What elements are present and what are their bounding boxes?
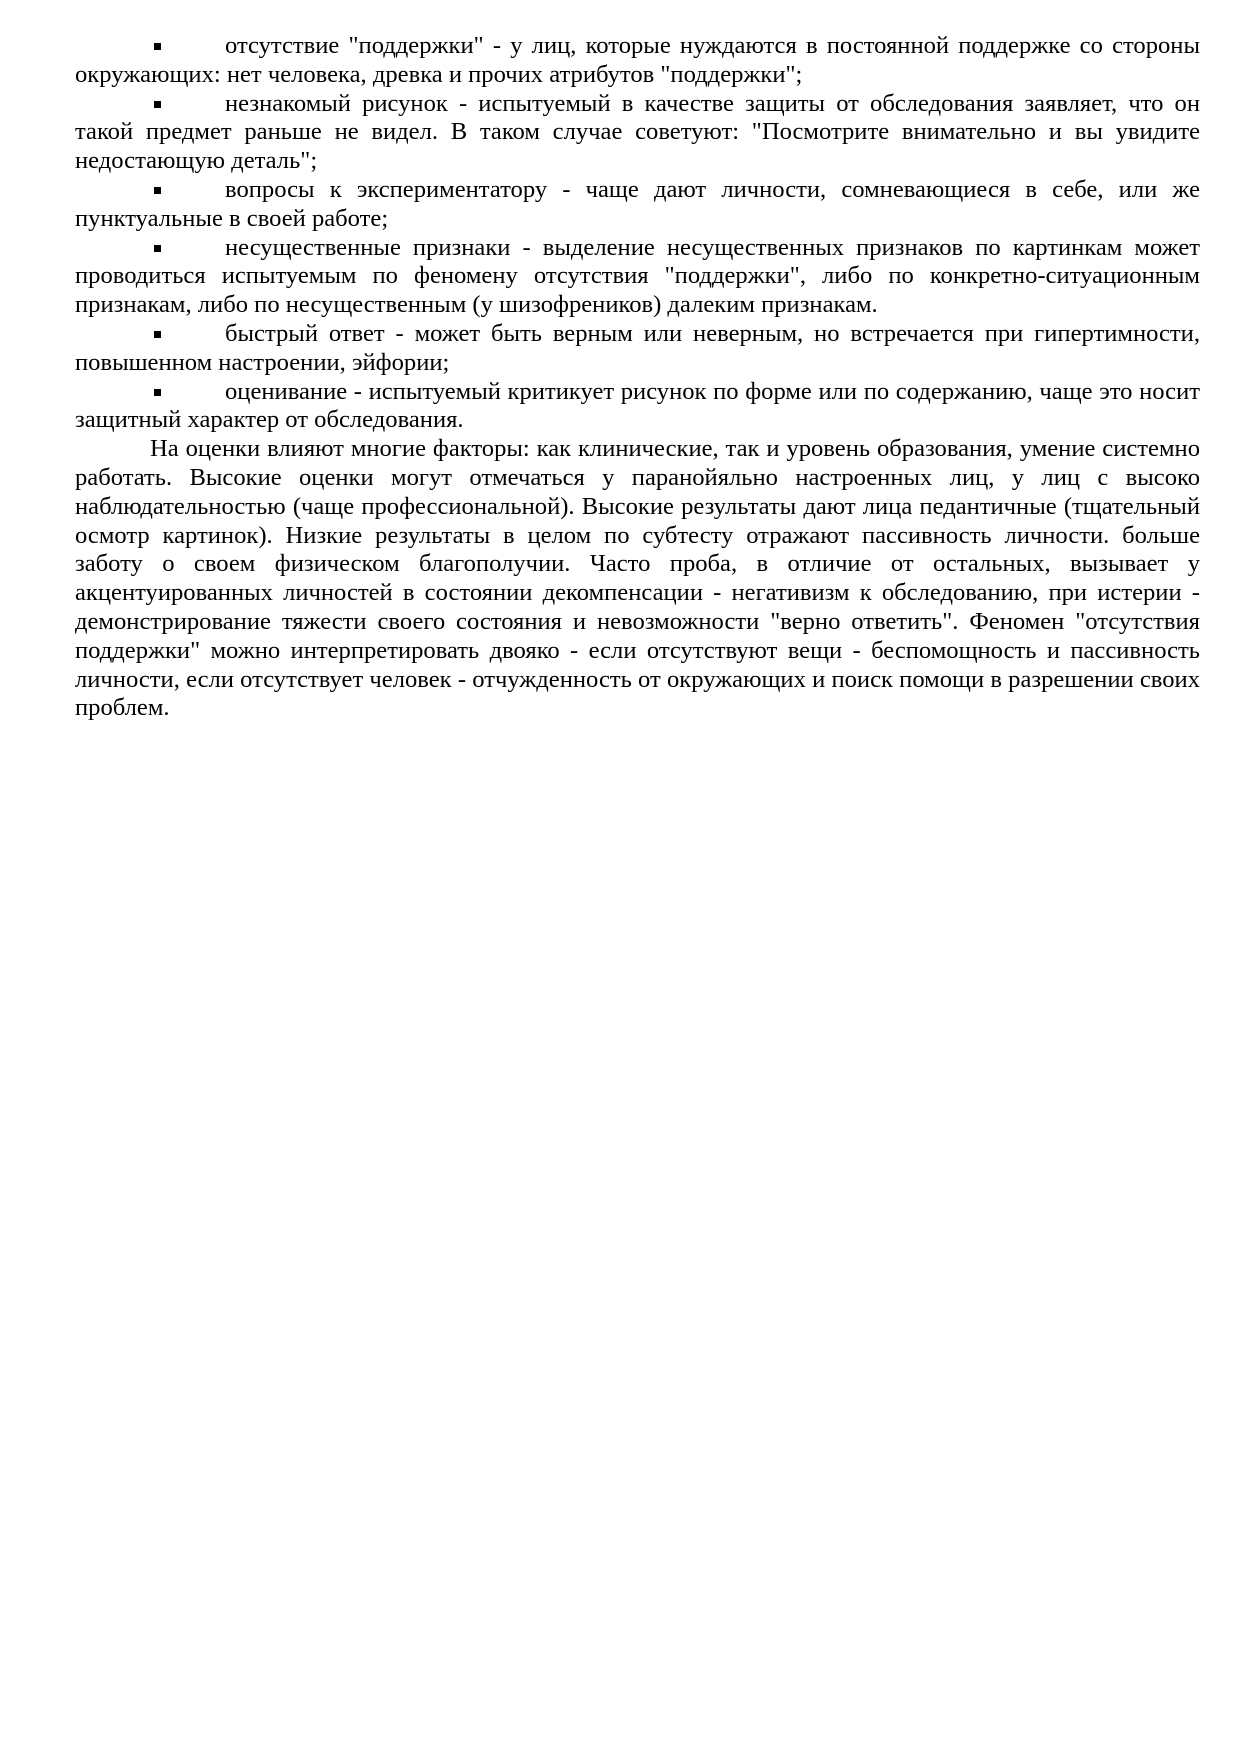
bullet-icon: [154, 90, 225, 119]
list-item: [75, 378, 1200, 436]
bullet-icon: [154, 378, 225, 407]
bullet-icon: [154, 234, 225, 263]
list-item-text: отсутствие "поддержки" - у лиц, которые нуждаются в постоянной поддержке со стороны окружающих: нет человека, древка и прочих атрибутов "поддержки";: [75, 32, 1200, 88]
list-item: [75, 234, 1200, 320]
list-item-text: быстрый ответ - может быть верным или неверным, но встречается при гипертимности, повышенном настроении, эйфории;: [75, 319, 1200, 376]
list-item-text: несущественные признаки - выделение несущественных признаков по картинкам может проводиться испытуемым по феномену отсутствия "поддержки", либо по конкретно-ситуационным признакам, либо по несущественным (у шизофреников) далеким признакам.: [75, 233, 1200, 319]
list-item-text: незнакомый рисунок - испытуемый в качестве защиты от обследования заявляет, что он такой предмет раньше не видел. В таком случае советуют: "Посмотрите внимательно и вы увидите недостающую деталь";: [75, 89, 1200, 175]
list-item: [75, 320, 1200, 378]
list-item: [75, 176, 1200, 234]
body-paragraph: На оценки влияют многие факторы: как клинические, так и уровень образования, умение системно работать. Высокие оценки могут отмечаться у паранойяльно настроенных лиц, у лиц с высоко наблюдательностью (чаще профессиональной). Высокие результаты дают лица педантичные (тщательный осмотр картинок). Низкие результаты в целом по субтесту отражают пассивность личности. больше заботу о своем физическом благополучии. Часто проба, в отличие от остальных, вызывает у акцентуированных личностей в состоянии декомпенсации - негативизм к обследованию, при истерии - демонстрирование тяжести своего состояния и невозможности "верно ответить". Феномен "отсутствия поддержки" можно интерпретировать двояко - если отсутствуют вещи - беспомощность и пассивность личности, если отсутствует человек - отчужденность от окружающих и поиск помощи в разрешении своих проблем.: [75, 435, 1200, 722]
list-item: [75, 32, 1200, 90]
list-item-text: вопросы к экспериментатору - чаще дают личности, сомневающиеся в себе, или же пунктуальные в своей работе;: [75, 175, 1200, 232]
list-item: [75, 90, 1200, 176]
bullet-icon: [154, 176, 225, 205]
list-item-text: оценивание - испытуемый критикует рисунок по форме или по содержанию, чаще это носит защитный характер от обследования.: [75, 377, 1200, 434]
bullet-icon: [154, 320, 225, 349]
bullet-icon: [154, 32, 225, 61]
text-block: [75, 32, 1200, 723]
